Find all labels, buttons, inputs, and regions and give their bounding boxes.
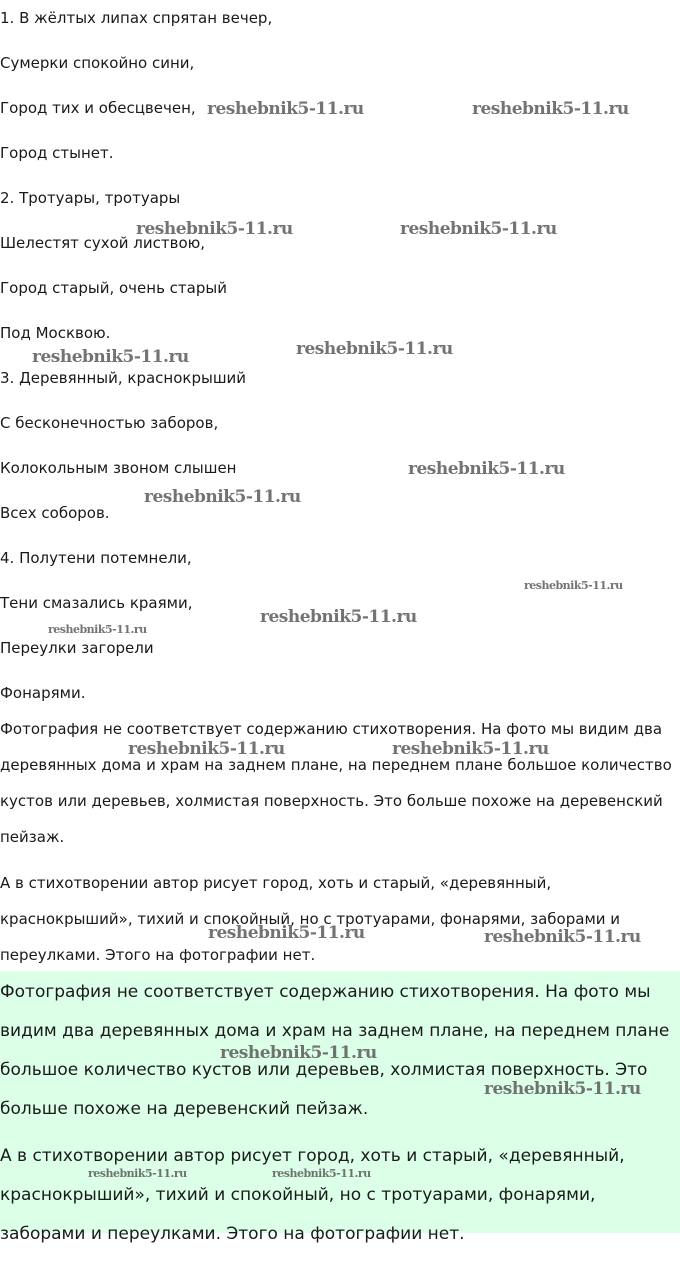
watermark: reshebnik5-11.ru — [48, 623, 147, 636]
watermark: reshebnik5-11.ru — [207, 99, 364, 119]
poem-line-9: 3. Деревянный, краснокрыший — [0, 369, 247, 387]
watermark: reshebnik5-11.ru — [220, 1043, 377, 1063]
watermark: reshebnik5-11.ru — [260, 607, 417, 627]
poem-line-5: 2. Тротуары, тротуары — [0, 189, 181, 207]
poem-line-3: Город тих и обесцвечен, — [0, 99, 196, 117]
watermark: reshebnik5-11.ru — [484, 1079, 641, 1099]
poem-line-13: 4. Полутени потемнели, — [0, 549, 192, 567]
poem-line-4: Город стынет. — [0, 144, 114, 162]
watermark: reshebnik5-11.ru — [524, 579, 623, 592]
highlight-paragraph-1: Фотография не соответствует содержанию стихотворения. На фото мы видим два деревянных дома и храм на заднем плане, на переднем плане большое количество кустов или деревьев, холмистая поверхность. Это больше похоже на деревенский пейзаж. — [0, 982, 670, 1119]
watermark: reshebnik5-11.ru — [272, 1167, 371, 1180]
poem-line-8: Под Москвою. — [0, 324, 111, 342]
answer-paragraph-2: А в стихотворении автор рисует город, хоть и старый, «деревянный, краснокрыший», тихий и спокойный, но с тротуарами, фонарями, заборами и переулками. Этого на фотографии нет. — [0, 874, 621, 964]
poem-line-7: Город старый, очень старый — [0, 279, 227, 297]
watermark: reshebnik5-11.ru — [408, 459, 565, 479]
poem-line-10: С бесконечностью заборов, — [0, 414, 219, 432]
watermark: reshebnik5-11.ru — [88, 1167, 187, 1180]
watermark: reshebnik5-11.ru — [32, 347, 189, 367]
poem-line-15: Переулки загорели — [0, 639, 154, 657]
watermark: reshebnik5-11.ru — [484, 927, 641, 947]
watermark: reshebnik5-11.ru — [128, 739, 285, 759]
highlighted-answer — [0, 971, 680, 1244]
poem-line-16: Фонарями. — [0, 684, 86, 702]
poem-line-6: Шелестят сухой листвою, — [0, 234, 206, 252]
poem-line-12: Всех соборов. — [0, 504, 110, 522]
watermark: reshebnik5-11.ru — [392, 739, 549, 759]
watermark: reshebnik5-11.ru — [136, 219, 293, 239]
watermark: reshebnik5-11.ru — [472, 99, 629, 119]
poem-line-11: Колокольным звоном слышен — [0, 459, 237, 477]
watermark: reshebnik5-11.ru — [400, 219, 557, 239]
answer-paragraph-1: Фотография не соответствует содержанию стихотворения. На фото мы видим два деревянных дома и храм на заднем плане, на переднем плане большое количество кустов или деревьев, холмистая поверхность. Это больше похоже на деревенский пейзаж. — [0, 720, 672, 846]
highlight-paragraph-2: А в стихотворении автор рисует город, хоть и старый, «деревянный, краснокрыший», тихий и спокойный, но с тротуарами, фонарями, заборами и переулками. Этого на фотографии нет. — [0, 1146, 625, 1244]
poem-line-2: Сумерки спокойно сини, — [0, 54, 195, 72]
watermark: reshebnik5-11.ru — [144, 487, 301, 507]
watermark: reshebnik5-11.ru — [296, 339, 453, 359]
poem-line-1: 1. В жёлтых липах спрятан вечер, — [0, 9, 273, 27]
watermark: reshebnik5-11.ru — [208, 923, 365, 943]
poem-line-14: Тени смазались краями, — [0, 594, 193, 612]
